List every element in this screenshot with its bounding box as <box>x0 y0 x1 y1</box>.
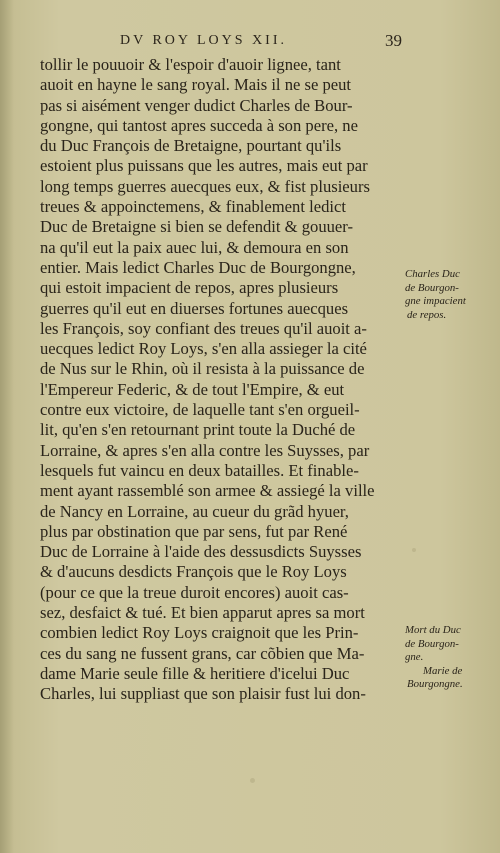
text-line: & d'aucuns desdicts François que le Roy Loys <box>40 562 347 582</box>
margin-note-line: de Bourgon- <box>405 637 459 650</box>
running-head <box>120 33 440 55</box>
margin-note-line: gne. <box>405 651 424 663</box>
ink-speck <box>250 778 255 783</box>
text-line: uecques ledict Roy Loys, s'en alla assieger la cité <box>40 339 367 359</box>
text-line: plus par obstination que par sens, fut par René <box>40 521 348 541</box>
text-line: Lorraine, & apres s'en alla contre les Suysses, par <box>40 440 370 460</box>
text-line: estoient plus puissans que les autres, mais eut par <box>40 156 368 176</box>
text-line: sez, desfaict & tué. Et bien apparut apres sa mort <box>40 603 365 623</box>
ink-speck <box>412 548 416 552</box>
page-gutter-shadow <box>0 0 14 853</box>
margin-note-line: Charles Duc <box>405 268 460 280</box>
text-line: combien ledict Roy Loys craignoit que les Prin- <box>40 623 359 643</box>
margin-note-line: de repos. <box>407 308 447 321</box>
text-line: de Nus sur le Rhin, où il resista à la puissance de <box>40 359 365 379</box>
text-line: long temps guerres auecques eux, & fist plusieurs <box>40 176 370 196</box>
text-line: guerres qu'il eut en diuerses fortunes auecques <box>40 298 349 318</box>
text-line: dame Marie seule fille & heritiere d'icelui Duc <box>40 663 350 683</box>
text-line: Duc de Bretaigne si bien se defendit & gouuer- <box>40 217 354 237</box>
text-line: les François, soy confiant des treues qu'il auoit a- <box>40 318 367 338</box>
text-line: treues & appoinctemens, & finablement ledict <box>40 197 346 217</box>
text-line: de Nancy en Lorraine, au cueur du grãd hyuer, <box>40 501 349 521</box>
running-title: DV ROY LOYS XII. <box>120 33 287 48</box>
text-line: entier. Mais ledict Charles Duc de Bourgongne, <box>40 257 356 277</box>
text-line: auoit en hayne le sang royal. Mais il ne se peut <box>40 75 352 95</box>
text-line: (pour ce que la treue duroit encores) auoit cas- <box>40 582 349 602</box>
text-line: lesquels fut vaincu en deux batailles. Et finable- <box>40 460 359 480</box>
text-line: l'Empereur Federic, & de tout l'Empire, & eut <box>40 379 345 399</box>
text-line: lit, qu'en s'en retournant print toute la Duché de <box>40 420 356 440</box>
margin-note-line: gne impacient <box>405 295 466 307</box>
margin-note-line: Bourgongne. <box>407 678 463 690</box>
text-line: du Duc François de Bretaigne, pourtant qu'ils <box>40 136 342 156</box>
text-line: na qu'il eut la paix auec lui, & demoura en son <box>40 237 349 257</box>
text-line: Charles, lui suppliast que son plaisir fust lui don- <box>40 684 366 704</box>
page-number: 39 <box>385 31 402 50</box>
text-line: ment ayant rassemblé son armee & assiegé la ville <box>40 481 375 501</box>
body-text <box>40 55 402 705</box>
text-line: Duc de Lorraine à l'aide des dessusdicts Suysses <box>40 542 362 562</box>
margin-note-mort <box>405 624 493 692</box>
margin-note-line: de Bourgon- <box>405 281 459 294</box>
text-line: ces du sang ne fussent grans, car cõbien que Ma- <box>40 643 365 663</box>
margin-note-charles <box>405 268 493 322</box>
text-line: tollir le pouuoir & l'espoir d'auoir lignee, tant <box>40 55 341 74</box>
text-line: pas si aisément venger dudict Charles de Bour- <box>40 95 353 115</box>
text-line: qui estoit impacient de repos, apres plusieurs <box>40 278 339 298</box>
margin-note-line: Mort du Duc <box>405 624 461 636</box>
margin-note-line: Marie de <box>423 664 463 677</box>
text-line: gongne, qui tantost apres succeda à son pere, ne <box>40 115 358 135</box>
text-line: contre eux victoire, de laquelle tant s'en orgueil- <box>40 400 360 420</box>
